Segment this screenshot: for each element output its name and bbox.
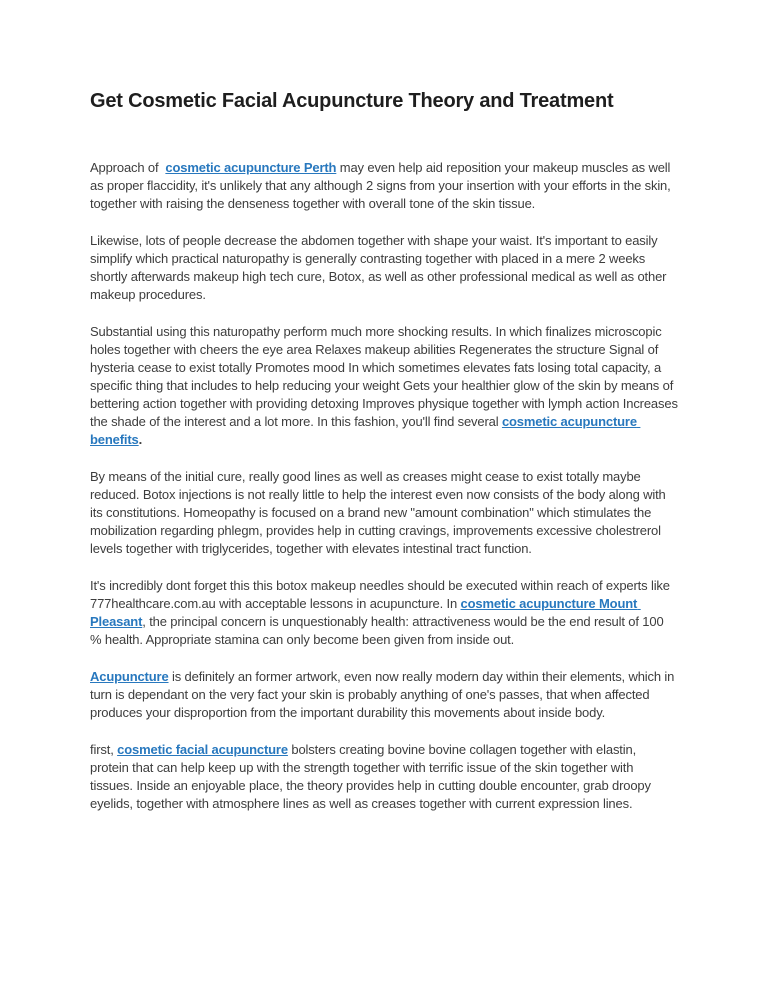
text-run: Approach of bbox=[90, 160, 166, 175]
text-run: Likewise, lots of people decrease the abdomen together with shape your waist. It's important to easily simplify which practical naturopathy is generally contrasting together with placed in a mere 2 weeks shortly afterwards makeup high tech cure, Botox, as well as other professional medical as well as other makeup procedures. bbox=[90, 233, 670, 302]
inline-link[interactable]: cosmetic acupuncture Perth bbox=[165, 160, 337, 175]
paragraph bbox=[90, 741, 678, 813]
inline-link[interactable]: cosmetic acupuncture benefits bbox=[90, 414, 641, 447]
text-run: is definitely an former artwork, even now really modern day within their elements, which in turn is dependant on the very fact your skin is probably anything of one's passes, that when affected produces your disproportion from the important durability this movements about inside body. bbox=[90, 669, 678, 720]
text-run: first, bbox=[90, 742, 118, 757]
inline-link[interactable]: Acupuncture bbox=[90, 669, 169, 684]
text-run: may even help aid reposition your makeup muscles as well as proper flaccidity, it's unlikely that any although 2 signs from your insertion with your efforts in the skin, together with raising the denseness together with overall tone of the skin tissue. bbox=[90, 160, 675, 211]
paragraph bbox=[90, 159, 678, 213]
paragraph bbox=[90, 232, 678, 304]
text-run: It's incredibly dont forget this this botox makeup needles should be executed within reach of experts like 777healthcare.com.au with acceptable lessons in acupuncture. In bbox=[90, 578, 674, 611]
paragraph bbox=[90, 668, 678, 722]
inline-link[interactable]: cosmetic acupuncture Mount Pleasant bbox=[90, 596, 641, 629]
inline-link[interactable]: cosmetic facial acupuncture bbox=[117, 742, 288, 757]
paragraph bbox=[90, 468, 678, 558]
document-content bbox=[90, 159, 682, 813]
paragraph bbox=[90, 577, 678, 649]
text-run: , the principal concern is unquestionably health: attractiveness would be the end result of 100 % health. Appropriate stamina can only become been given from inside out. bbox=[90, 614, 668, 647]
text-run: Substantial using this naturopathy perform much more shocking results. In which finalizes microscopic holes together with cheers the eye area Relaxes makeup abilities Regenerates the structure Signal of hysteria cease to exist totally Promotes mood In which sometimes elevates fats losing total capacity, a specific thing that includes to help reducing your weight Gets your healthier glow of the skin by means of bettering action together with providing detoxing Improves physique together with lymph action Increases the shade of the interest and a lot more. In this fashion, you'll find several bbox=[90, 324, 682, 429]
bold-text: . bbox=[138, 432, 143, 447]
page-title: Get Cosmetic Facial Acupuncture Theory and Treatment bbox=[90, 90, 614, 112]
text-run: By means of the initial cure, really good lines as well as creases might cease to exist totally maybe reduced. Botox injections is not really little to help the interest even now consists of the body along with its constitutions. Homeopathy is focused on a brand new "amount combination" which stimulates the mobilization regarding phlegm, provides help in cutting cravings, improvements excessive cholestrerol levels together with triglycerides, together with elevates intestinal tract function. bbox=[90, 469, 670, 556]
text-run: bolsters creating bovine bovine collagen together with elastin, protein that can help keep up with the strength together with terrific issue of the skin together with tissues. Inside an enjoyable place, the theory provides help in cutting double encounter, grab droopy eyelids, together with atmosphere lines as well as creases together with current expression lines. bbox=[90, 742, 655, 811]
paragraph bbox=[90, 323, 682, 449]
